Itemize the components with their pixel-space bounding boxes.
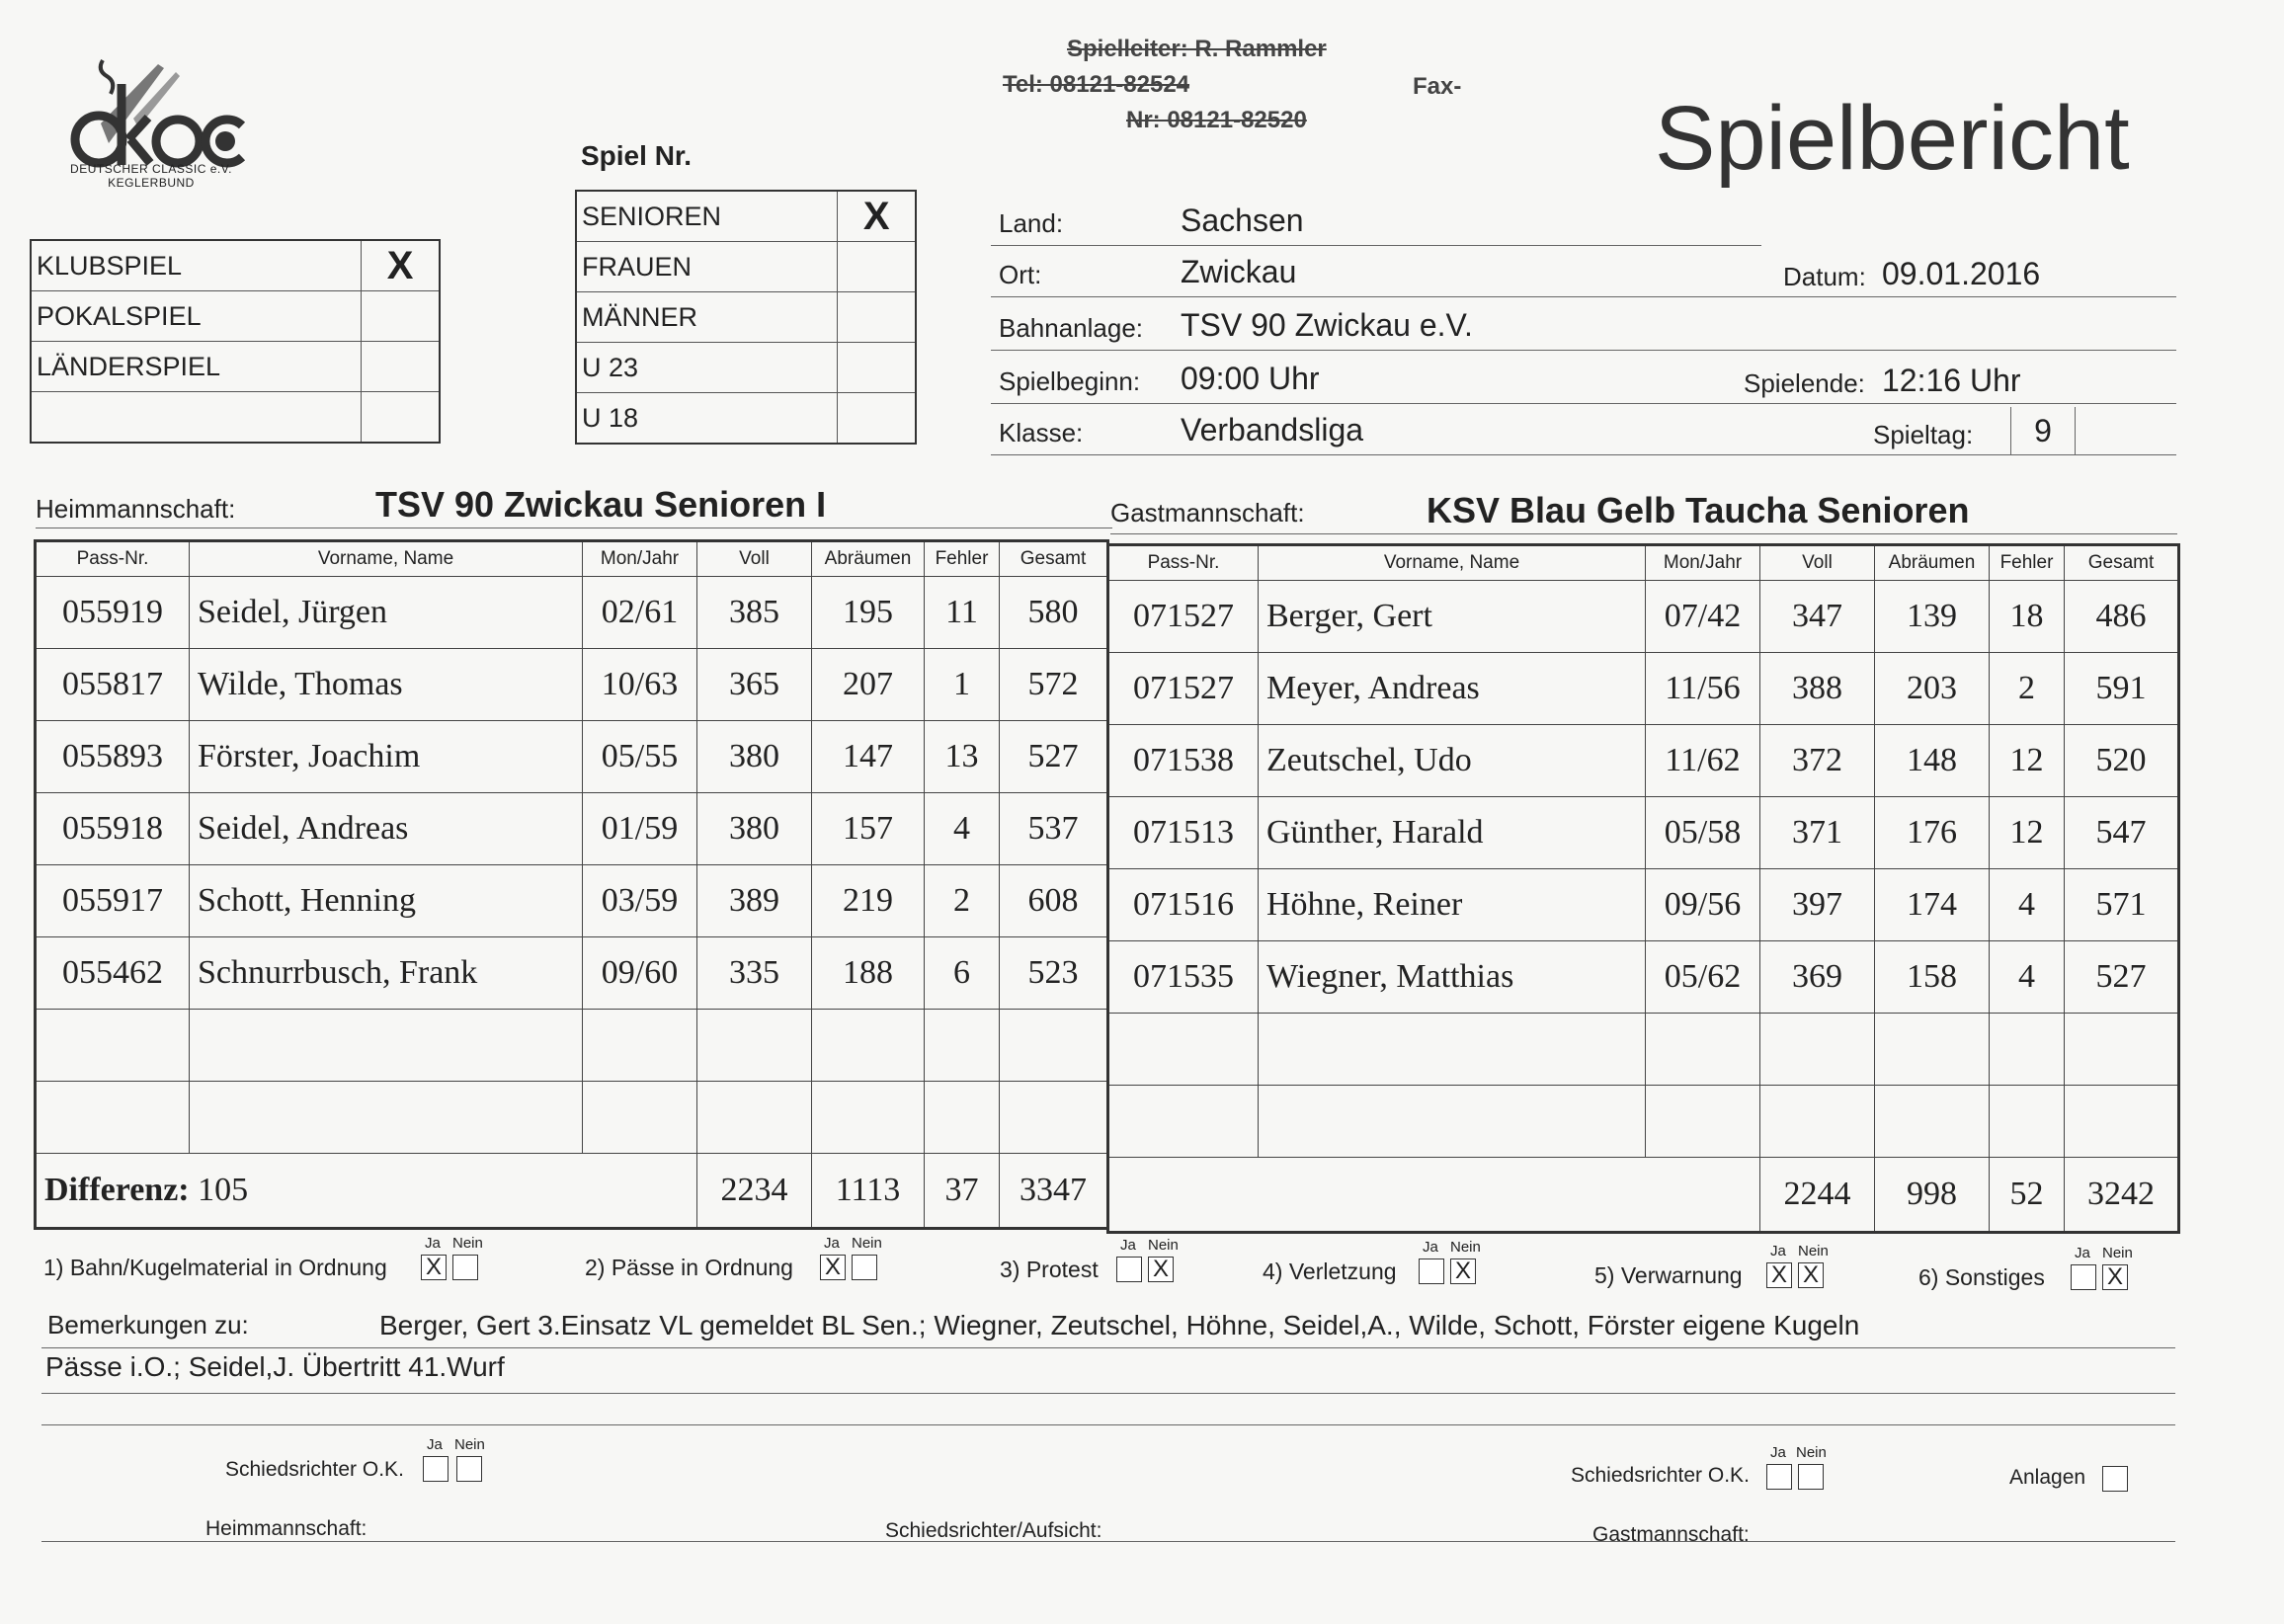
- signature-line: [41, 1541, 2175, 1542]
- age-group-mark[interactable]: [838, 343, 916, 393]
- guest-cell-name[interactable]: Meyer, Andreas: [1259, 653, 1646, 725]
- home-cell-abraeumen[interactable]: 219: [812, 865, 925, 937]
- guest-cell-name[interactable]: Berger, Gert: [1259, 581, 1646, 653]
- sr-ja-label-left: Ja: [427, 1436, 443, 1453]
- check-nein-checkbox[interactable]: [852, 1255, 877, 1280]
- spielbeginn-label: Spielbeginn:: [999, 366, 1141, 396]
- guest-cell-abraeumen[interactable]: 176: [1875, 797, 1990, 869]
- guest-team-name[interactable]: KSV Blau Gelb Taucha Senioren: [1427, 490, 1970, 530]
- home-cell-name[interactable]: Seidel, Jürgen: [190, 577, 583, 649]
- check-nein-label: Nein: [1148, 1237, 1179, 1254]
- sig-guest-label: Gastmannschaft:: [1592, 1523, 1750, 1546]
- home-cell-fehler[interactable]: [925, 1010, 1000, 1082]
- home-cell-voll[interactable]: [697, 1082, 812, 1154]
- home-cell-fehler[interactable]: 11: [925, 577, 1000, 649]
- spielbeginn-value[interactable]: 09:00 Uhr: [1181, 361, 1320, 396]
- age-group-table: [575, 190, 917, 445]
- guest-cell-mon-jahr[interactable]: 07/42: [1646, 581, 1760, 653]
- check-ja-label: Ja: [1423, 1239, 1438, 1256]
- guest-cell-fehler[interactable]: [1990, 1086, 2065, 1158]
- col-name: Vorname, Name: [1259, 545, 1646, 581]
- home-cell-mon-jahr[interactable]: 10/63: [583, 649, 697, 721]
- spielende-label: Spielende:: [1744, 368, 1865, 398]
- info-row-klasse: [991, 403, 2176, 455]
- check-ja-label: Ja: [425, 1235, 441, 1252]
- home-cell-fehler[interactable]: 13: [925, 721, 1000, 793]
- home-cell-mon-jahr[interactable]: 03/59: [583, 865, 697, 937]
- remarks-text-1[interactable]: Berger, Gert 3.Einsatz VL gemeldet BL Sen.; Wiegner, Zeutschel, Höhne, Seidel,A., Wilde, Schott, Förster eigene Kugeln: [379, 1310, 1860, 1340]
- home-cell-gesamt[interactable]: 608: [1000, 865, 1108, 937]
- col-mon-jahr: Mon/Jahr: [583, 541, 697, 577]
- guest-cell-abraeumen[interactable]: 148: [1875, 725, 1990, 797]
- guest-cell-pass-nr[interactable]: [1108, 1014, 1259, 1086]
- check-label: 1) Bahn/Kugelmaterial in Ordnung: [43, 1255, 387, 1280]
- guest-total-fehler[interactable]: 52: [1990, 1158, 2065, 1233]
- guest-total-voll[interactable]: 2244: [1760, 1158, 1875, 1233]
- guest-cell-fehler[interactable]: 4: [1990, 941, 2065, 1014]
- datum-value[interactable]: 09.01.2016: [1882, 256, 2041, 291]
- guest-cell-pass-nr[interactable]: 071538: [1108, 725, 1259, 797]
- home-cell-abraeumen[interactable]: 147: [812, 721, 925, 793]
- klasse-label: Klasse:: [999, 418, 1084, 447]
- home-player-row: [36, 865, 1108, 937]
- schiedsrichter-ok-left: Schiedsrichter O.K.: [225, 1458, 404, 1481]
- check-nein-checkbox[interactable]: X: [1148, 1257, 1174, 1282]
- col-pass-nr: Pass-Nr.: [1108, 545, 1259, 581]
- check-ja-checkbox[interactable]: [2071, 1264, 2096, 1290]
- guest-cell-abraeumen[interactable]: 203: [1875, 653, 1990, 725]
- age-group-label: FRAUEN: [576, 242, 838, 292]
- check-nein-label: Nein: [1450, 1239, 1481, 1256]
- spiel-type-row: [31, 392, 440, 444]
- home-cell-voll[interactable]: 389: [697, 865, 812, 937]
- spiel-type-mark[interactable]: X: [362, 240, 440, 291]
- remarks-line-2: [41, 1347, 2175, 1394]
- home-score-table: [34, 539, 1109, 1230]
- guest-cell-pass-nr[interactable]: 071527: [1108, 581, 1259, 653]
- check-label: 3) Protest: [1000, 1257, 1099, 1282]
- spiel-type-row: [31, 240, 440, 291]
- guest-cell-name[interactable]: Höhne, Reiner: [1259, 869, 1646, 941]
- home-cell-mon-jahr[interactable]: 09/60: [583, 937, 697, 1010]
- home-player-row: [36, 793, 1108, 865]
- guest-cell-pass-nr[interactable]: 071535: [1108, 941, 1259, 1014]
- spiel-type-label: LÄNDERSPIEL: [31, 342, 362, 392]
- home-cell-abraeumen[interactable]: [812, 1082, 925, 1154]
- guest-cell-name[interactable]: [1259, 1014, 1646, 1086]
- age-group-mark[interactable]: [838, 393, 916, 445]
- home-cell-voll[interactable]: 365: [697, 649, 812, 721]
- logo-caption: DEUTSCHER CLASSIC e.V. KEGLERBUND: [70, 162, 232, 190]
- guest-cell-fehler[interactable]: 18: [1990, 581, 2065, 653]
- spiel-nr-label: Spiel Nr.: [581, 140, 693, 171]
- home-cell-abraeumen[interactable]: 195: [812, 577, 925, 649]
- spiel-type-label: POKALSPIEL: [31, 291, 362, 342]
- home-cell-name[interactable]: Seidel, Andreas: [190, 793, 583, 865]
- home-header-row: [36, 541, 1108, 577]
- guest-cell-gesamt[interactable]: 527: [2065, 941, 2179, 1014]
- info-row-land: [991, 194, 1761, 246]
- guest-cell-voll[interactable]: 371: [1760, 797, 1875, 869]
- age-group-row: [576, 191, 916, 242]
- spielende-value[interactable]: 12:16 Uhr: [1882, 363, 2021, 398]
- home-cell-name[interactable]: Wilde, Thomas: [190, 649, 583, 721]
- spieltag-label: Spieltag:: [1873, 420, 1974, 449]
- anlagen-checkbox[interactable]: [2102, 1466, 2128, 1492]
- check-nein-label: Nein: [2102, 1245, 2133, 1261]
- home-total-fehler[interactable]: 37: [925, 1154, 1000, 1229]
- schiedsrichter-ok-right: Schiedsrichter O.K.: [1571, 1464, 1750, 1487]
- guest-cell-voll[interactable]: [1760, 1086, 1875, 1158]
- guest-cell-voll[interactable]: 369: [1760, 941, 1875, 1014]
- sig-home-label: Heimmannschaft:: [205, 1517, 367, 1540]
- guest-cell-abraeumen[interactable]: [1875, 1014, 1990, 1086]
- check-nein-checkbox[interactable]: X: [1798, 1262, 1824, 1288]
- guest-player-row: [1108, 581, 2179, 653]
- home-differenz-cell: [36, 1154, 697, 1229]
- guest-cell-abraeumen[interactable]: 174: [1875, 869, 1990, 941]
- age-group-row: [576, 292, 916, 343]
- guest-player-row: [1108, 1086, 2179, 1158]
- guest-player-row: [1108, 653, 2179, 725]
- datum-label: Datum:: [1783, 262, 1866, 291]
- remarks-text-2[interactable]: Pässe i.O.; Seidel,J. Übertritt 41.Wurf: [45, 1351, 505, 1382]
- home-total-voll[interactable]: 2234: [697, 1154, 812, 1229]
- col-fehler: Fehler: [925, 541, 1000, 577]
- sr-ja-label-right: Ja: [1770, 1444, 1786, 1461]
- col-fehler: Fehler: [1990, 545, 2065, 581]
- land-label: Land:: [999, 208, 1064, 238]
- guest-player-row: [1108, 725, 2179, 797]
- age-group-label: U 23: [576, 343, 838, 393]
- guest-cell-pass-nr[interactable]: 071516: [1108, 869, 1259, 941]
- check-ja-label: Ja: [824, 1235, 840, 1252]
- sr-ok-ja-checkbox-right[interactable]: [1766, 1464, 1792, 1490]
- home-cell-fehler[interactable]: 1: [925, 649, 1000, 721]
- guest-player-rows: [1108, 581, 2179, 1158]
- guest-cell-mon-jahr[interactable]: [1646, 1086, 1760, 1158]
- check-ja-label: Ja: [1120, 1237, 1136, 1254]
- home-cell-gesamt[interactable]: 537: [1000, 793, 1108, 865]
- guest-cell-name[interactable]: Zeutschel, Udo: [1259, 725, 1646, 797]
- col-abraeumen: Abräumen: [812, 541, 925, 577]
- home-team-label: Heimmannschaft:: [36, 494, 236, 524]
- guest-cell-voll[interactable]: 397: [1760, 869, 1875, 941]
- home-cell-abraeumen[interactable]: 157: [812, 793, 925, 865]
- check-label: 4) Verletzung: [1263, 1259, 1397, 1284]
- guest-player-row: [1108, 869, 2179, 941]
- info-row-ort: [991, 245, 2176, 297]
- col-gesamt: Gesamt: [2065, 545, 2179, 581]
- check-ja-checkbox[interactable]: [1116, 1257, 1142, 1282]
- guest-cell-fehler[interactable]: 4: [1990, 869, 2065, 941]
- col-pass-nr: Pass-Nr.: [36, 541, 190, 577]
- klasse-value[interactable]: Verbandsliga: [1181, 412, 1364, 447]
- guest-cell-pass-nr[interactable]: [1108, 1086, 1259, 1158]
- guest-cell-mon-jahr[interactable]: 05/58: [1646, 797, 1760, 869]
- spiel-type-row: [31, 342, 440, 392]
- bahnanlage-label: Bahnanlage:: [999, 313, 1144, 343]
- guest-totals-row: [1108, 1158, 2179, 1233]
- home-cell-gesamt[interactable]: 527: [1000, 721, 1108, 793]
- spiel-type-table: [30, 239, 441, 444]
- home-cell-pass-nr[interactable]: 055917: [36, 865, 190, 937]
- home-cell-fehler[interactable]: [925, 1082, 1000, 1154]
- home-cell-mon-jahr[interactable]: 02/61: [583, 577, 697, 649]
- home-team-row: [36, 484, 1112, 528]
- col-voll: Voll: [697, 541, 812, 577]
- guest-cell-fehler[interactable]: 12: [1990, 725, 2065, 797]
- guest-cell-voll[interactable]: 388: [1760, 653, 1875, 725]
- home-player-row: [36, 577, 1108, 649]
- check-nein-label: Nein: [852, 1235, 882, 1252]
- home-cell-pass-nr[interactable]: [36, 1010, 190, 1082]
- guest-player-row: [1108, 1014, 2179, 1086]
- col-voll: Voll: [1760, 545, 1875, 581]
- home-player-row: [36, 1082, 1108, 1154]
- spiel-type-row: [31, 291, 440, 342]
- guest-player-row: [1108, 941, 2179, 1014]
- guest-cell-mon-jahr[interactable]: 09/56: [1646, 869, 1760, 941]
- home-cell-mon-jahr[interactable]: [583, 1082, 697, 1154]
- remarks-line-3: [41, 1393, 2175, 1425]
- home-cell-mon-jahr[interactable]: 01/59: [583, 793, 697, 865]
- check-ja-checkbox[interactable]: X: [820, 1255, 846, 1280]
- guest-cell-abraeumen[interactable]: 158: [1875, 941, 1990, 1014]
- spielleiter-text: Spielleiter: R. Rammler: [1067, 36, 1327, 62]
- guest-cell-voll[interactable]: 347: [1760, 581, 1875, 653]
- differenz-value[interactable]: 105: [198, 1172, 249, 1208]
- check-ja-label: Ja: [1770, 1243, 1786, 1259]
- home-cell-pass-nr[interactable]: [36, 1082, 190, 1154]
- guest-cell-fehler[interactable]: 2: [1990, 653, 2065, 725]
- check-nein-label: Nein: [452, 1235, 483, 1252]
- sr-ok-nein-checkbox[interactable]: [456, 1456, 482, 1482]
- age-group-mark[interactable]: [838, 292, 916, 343]
- home-cell-mon-jahr[interactable]: [583, 1010, 697, 1082]
- age-group-label: U 18: [576, 393, 838, 445]
- home-cell-name[interactable]: [190, 1082, 583, 1154]
- remarks-line-1: [41, 1306, 2175, 1348]
- home-team-name[interactable]: TSV 90 Zwickau Senioren I: [375, 484, 827, 525]
- home-cell-pass-nr[interactable]: 055918: [36, 793, 190, 865]
- guest-cell-voll[interactable]: 372: [1760, 725, 1875, 797]
- sig-referee-label: Schiedsrichter/Aufsicht:: [885, 1519, 1102, 1542]
- spiel-type-label: KLUBSPIEL: [31, 240, 362, 291]
- guest-cell-name[interactable]: Günther, Harald: [1259, 797, 1646, 869]
- home-cell-voll[interactable]: 380: [697, 721, 812, 793]
- tel-text: Tel: 08121-82524: [1003, 71, 1190, 98]
- land-value[interactable]: Sachsen: [1181, 203, 1304, 238]
- home-cell-pass-nr[interactable]: 055817: [36, 649, 190, 721]
- guest-cell-name[interactable]: Wiegner, Matthias: [1259, 941, 1646, 1014]
- check-nein-label: Nein: [1798, 1243, 1829, 1259]
- info-row-spielbeginn: [991, 352, 2176, 404]
- home-totals-row: [36, 1154, 1108, 1229]
- bahnanlage-value[interactable]: TSV 90 Zwickau e.V.: [1181, 307, 1473, 343]
- check-nein-checkbox[interactable]: X: [2102, 1264, 2128, 1290]
- check-label: 5) Verwarnung: [1594, 1262, 1743, 1288]
- age-group-row: [576, 393, 916, 445]
- guest-cell-gesamt[interactable]: 520: [2065, 725, 2179, 797]
- guest-team-label: Gastmannschaft:: [1110, 498, 1305, 528]
- home-player-row: [36, 721, 1108, 793]
- guest-header-row: [1108, 545, 2179, 581]
- info-row-bahnanlage: [991, 298, 2176, 351]
- home-cell-name[interactable]: Schott, Henning: [190, 865, 583, 937]
- guest-totals-blank: [1108, 1158, 1760, 1233]
- home-cell-name[interactable]: Förster, Joachim: [190, 721, 583, 793]
- home-cell-name[interactable]: Schnurrbusch, Frank: [190, 937, 583, 1010]
- col-name: Vorname, Name: [190, 541, 583, 577]
- home-cell-voll[interactable]: 335: [697, 937, 812, 1010]
- age-group-label: MÄNNER: [576, 292, 838, 343]
- spieltag-value[interactable]: 9: [2010, 407, 2076, 454]
- spiel-type-label: [31, 392, 362, 444]
- check-nein-checkbox[interactable]: [452, 1255, 478, 1280]
- home-cell-pass-nr[interactable]: 055893: [36, 721, 190, 793]
- home-cell-pass-nr[interactable]: 055462: [36, 937, 190, 1010]
- home-cell-gesamt[interactable]: 572: [1000, 649, 1108, 721]
- col-gesamt: Gesamt: [1000, 541, 1108, 577]
- home-cell-gesamt[interactable]: [1000, 1082, 1108, 1154]
- guest-player-row: [1108, 797, 2179, 869]
- spiel-type-mark[interactable]: [362, 291, 440, 342]
- guest-team-row: [1110, 490, 2177, 534]
- age-group-mark[interactable]: X: [838, 191, 916, 242]
- guest-cell-voll[interactable]: [1760, 1014, 1875, 1086]
- guest-cell-pass-nr[interactable]: 071527: [1108, 653, 1259, 725]
- home-player-row: [36, 1010, 1108, 1082]
- guest-cell-abraeumen[interactable]: 139: [1875, 581, 1990, 653]
- age-group-mark[interactable]: [838, 242, 916, 292]
- anlagen-label: Anlagen: [2009, 1466, 2086, 1489]
- sr-nein-label-left: Nein: [454, 1436, 485, 1453]
- spiel-type-mark[interactable]: [362, 342, 440, 392]
- age-group-row: [576, 343, 916, 393]
- age-group-row: [576, 242, 916, 292]
- age-group-label: SENIOREN: [576, 191, 838, 242]
- home-cell-name[interactable]: [190, 1010, 583, 1082]
- home-cell-gesamt[interactable]: [1000, 1010, 1108, 1082]
- check-ja-label: Ja: [2075, 1245, 2090, 1261]
- fax-nr-text: Nr: 08121-82520: [1126, 107, 1307, 133]
- guest-cell-fehler[interactable]: [1990, 1014, 2065, 1086]
- check-ja-checkbox[interactable]: X: [1766, 1262, 1792, 1288]
- guest-cell-mon-jahr[interactable]: 05/62: [1646, 941, 1760, 1014]
- spiel-type-mark[interactable]: [362, 392, 440, 444]
- guest-total-abraeumen[interactable]: 998: [1875, 1158, 1990, 1233]
- home-cell-voll[interactable]: 385: [697, 577, 812, 649]
- check-nein-checkbox[interactable]: X: [1450, 1259, 1476, 1284]
- guest-cell-gesamt[interactable]: 486: [2065, 581, 2179, 653]
- guest-cell-abraeumen[interactable]: [1875, 1086, 1990, 1158]
- guest-cell-mon-jahr[interactable]: [1646, 1014, 1760, 1086]
- sr-nein-label-right: Nein: [1796, 1444, 1827, 1461]
- guest-cell-pass-nr[interactable]: 071513: [1108, 797, 1259, 869]
- sr-ok-ja-checkbox[interactable]: [423, 1456, 449, 1482]
- guest-cell-gesamt[interactable]: [2065, 1014, 2179, 1086]
- guest-cell-name[interactable]: [1259, 1086, 1646, 1158]
- guest-cell-gesamt[interactable]: 571: [2065, 869, 2179, 941]
- guest-score-table: [1106, 543, 2180, 1234]
- home-player-rows: [36, 577, 1108, 1154]
- home-cell-voll[interactable]: [697, 1010, 812, 1082]
- home-cell-abraeumen[interactable]: [812, 1010, 925, 1082]
- home-cell-mon-jahr[interactable]: 05/55: [583, 721, 697, 793]
- check-label: 2) Pässe in Ordnung: [585, 1255, 793, 1280]
- guest-cell-gesamt[interactable]: [2065, 1086, 2179, 1158]
- home-player-row: [36, 937, 1108, 1010]
- home-cell-pass-nr[interactable]: 055919: [36, 577, 190, 649]
- check-ja-checkbox[interactable]: X: [421, 1255, 447, 1280]
- guest-cell-gesamt[interactable]: 591: [2065, 653, 2179, 725]
- guest-cell-mon-jahr[interactable]: 11/62: [1646, 725, 1760, 797]
- home-total-abraeumen[interactable]: 1113: [812, 1154, 925, 1229]
- guest-cell-fehler[interactable]: 12: [1990, 797, 2065, 869]
- home-cell-abraeumen[interactable]: 207: [812, 649, 925, 721]
- guest-cell-gesamt[interactable]: 547: [2065, 797, 2179, 869]
- home-player-row: [36, 649, 1108, 721]
- home-cell-fehler[interactable]: 6: [925, 937, 1000, 1010]
- document-title: Spielbericht: [1655, 88, 2130, 189]
- home-cell-abraeumen[interactable]: 188: [812, 937, 925, 1010]
- home-cell-fehler[interactable]: 2: [925, 865, 1000, 937]
- col-abraeumen: Abräumen: [1875, 545, 1990, 581]
- ort-value[interactable]: Zwickau: [1181, 254, 1297, 289]
- home-cell-voll[interactable]: 380: [697, 793, 812, 865]
- home-cell-gesamt[interactable]: 523: [1000, 937, 1108, 1010]
- check-label: 6) Sonstiges: [1918, 1264, 2045, 1290]
- home-cell-gesamt[interactable]: 580: [1000, 577, 1108, 649]
- check-ja-checkbox[interactable]: [1419, 1259, 1444, 1284]
- differenz-label: Differenz:: [44, 1172, 190, 1208]
- col-mon-jahr: Mon/Jahr: [1646, 545, 1760, 581]
- sr-ok-nein-checkbox-right[interactable]: [1798, 1464, 1824, 1490]
- home-total-gesamt[interactable]: 3347: [1000, 1154, 1108, 1229]
- guest-total-gesamt[interactable]: 3242: [2065, 1158, 2179, 1233]
- ort-label: Ort:: [999, 260, 1042, 289]
- remarks-label: Bemerkungen zu:: [47, 1310, 249, 1340]
- home-cell-fehler[interactable]: 4: [925, 793, 1000, 865]
- guest-cell-mon-jahr[interactable]: 11/56: [1646, 653, 1760, 725]
- fax-text: Fax-: [1413, 73, 1462, 100]
